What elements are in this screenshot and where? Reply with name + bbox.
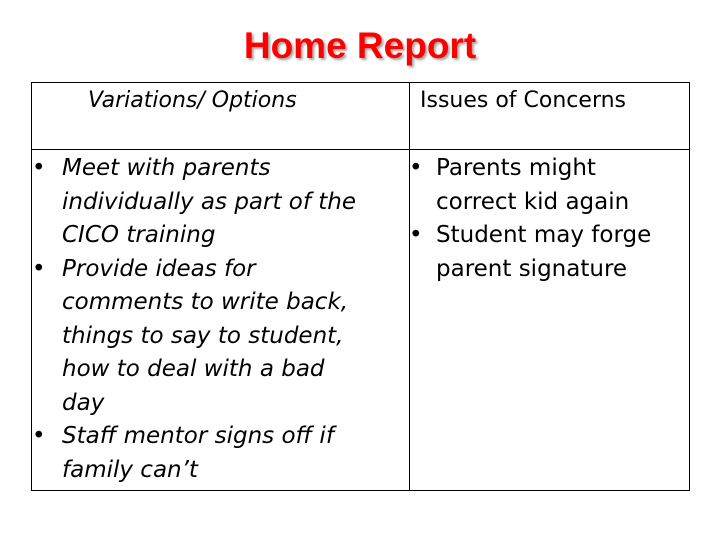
bullet-icon: • xyxy=(32,255,46,282)
list-item-line: day xyxy=(62,389,105,416)
list-item-line: how to deal with a bad xyxy=(62,356,325,382)
list-item-line: Parents might xyxy=(436,155,596,181)
list-item xyxy=(32,253,356,421)
header-divider xyxy=(32,149,689,150)
bullet-icon: • xyxy=(409,155,423,181)
list-item-line: Meet with parents xyxy=(62,155,271,181)
header-issues-of-concerns: Issues of Concerns xyxy=(420,88,627,113)
list-item-line: Student may forge xyxy=(436,222,652,248)
list-item xyxy=(32,420,356,487)
list-item-line: family can’t xyxy=(62,456,198,483)
header-variations-options: Variations/ Options xyxy=(88,88,297,113)
list-item xyxy=(409,219,651,286)
list-item-line: things to say to student, xyxy=(62,322,344,349)
list-item xyxy=(409,152,651,219)
bullet-icon: • xyxy=(32,155,46,181)
list-item-line: CICO training xyxy=(62,222,216,248)
list-item-line: correct kid again xyxy=(436,188,630,215)
column-divider xyxy=(409,83,410,490)
page-title: Home Report xyxy=(243,25,477,66)
list-item-line: Staff mentor signs off if xyxy=(62,423,334,449)
list-item-line: comments to write back, xyxy=(62,289,349,315)
list-item-line: Provide ideas for xyxy=(62,255,256,282)
list-item xyxy=(32,152,356,253)
issues-of-concerns-list xyxy=(409,152,651,286)
variations-options-list xyxy=(32,152,356,487)
list-item-line: parent signature xyxy=(436,255,628,282)
bullet-icon: • xyxy=(409,222,423,248)
list-item-line: individually as part of the xyxy=(62,188,357,215)
bullet-icon: • xyxy=(32,423,46,449)
